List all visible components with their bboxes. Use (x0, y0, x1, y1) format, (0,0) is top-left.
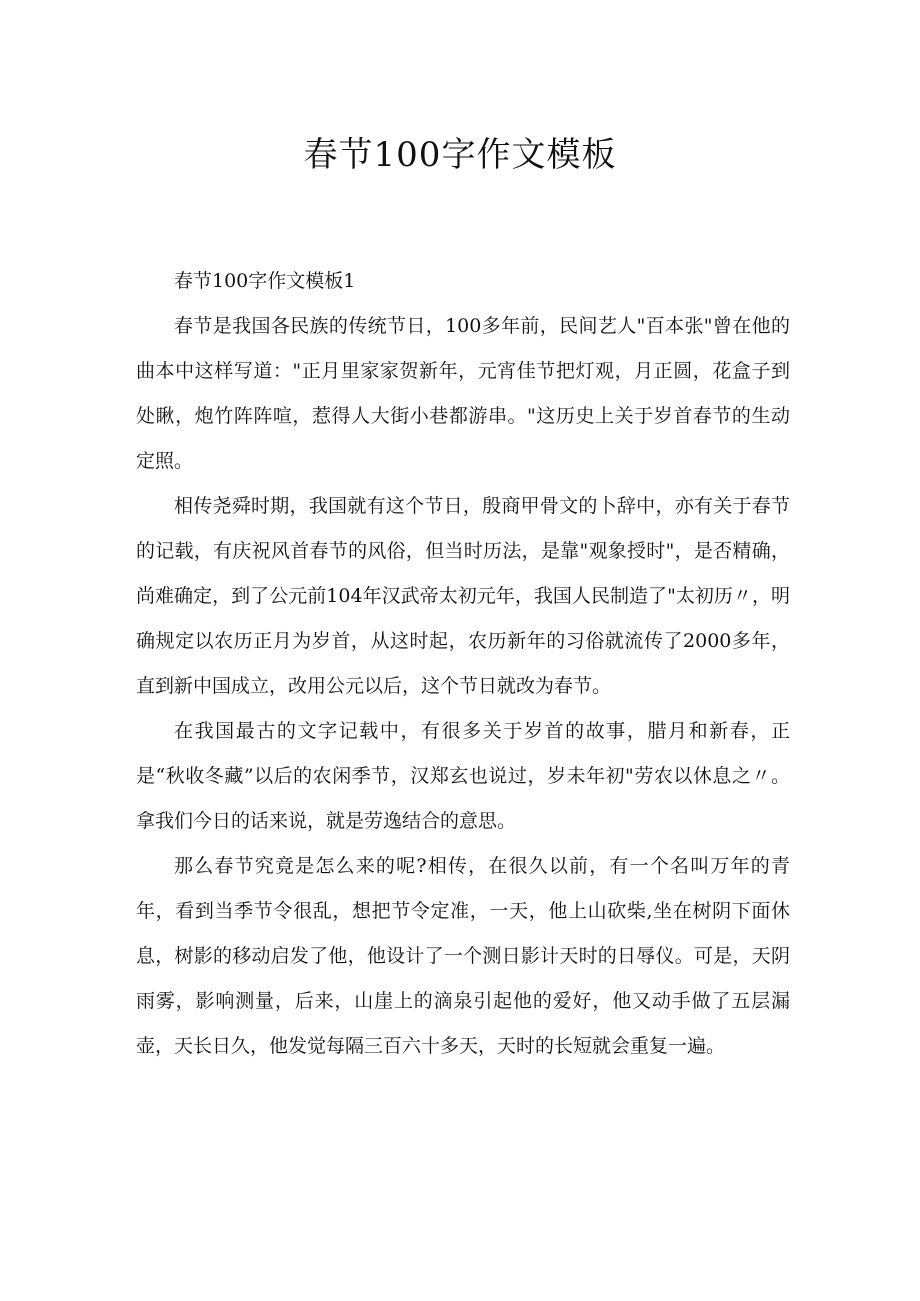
paragraph-1: 春节是我国各民族的传统节日，100多年前，民间艺人"百本张"曾在他的曲本中这样写道："正月里家家贺新年，元宵佳节把灯观，月正圆，花盒子到处瞅，炮竹阵阵喧，惹得人大街小巷都游串。"这历史上关于岁首春节的生动定照。 (136, 315, 790, 472)
paragraph-4: 那么春节究竟是怎么来的呢?相传，在很久以前，有一个名叫万年的青年，看到当季节令很乱，想把节令定准，一天，他上山砍柴,坐在树阴下面休息，树影的移动启发了他，他设计了一个测日影计天时的日辱仪。可是，天阴雨雾，影响测量，后来，山崖上的滴泉引起他的爱好，他又动手做了五层漏壶，天长日久，他发觉每隔三百六十多天，天时的长短就会重复一遍。 (136, 855, 790, 1057)
paragraph-2: 相传尧舜时期，我国就有这个节日，殷商甲骨文的卜辞中，亦有关于春节的记载，有庆祝风首春节的风俗，但当时历法，是靠"观象授时"，是否精确，尚难确定，到了公元前104年汉武帝太初元年，我国人民制造了"太初历〃，明确规定以农历正月为岁首，从这时起，农历新年的习俗就流传了2000多年，直到新中国成立，改用公元以后，这个节日就改为春节。 (136, 495, 790, 697)
section-heading: 春节100字作文模板1 (174, 270, 356, 292)
document-title: 春节100字作文模板 (303, 135, 617, 175)
paragraph-3: 在我国最古的文字记载中，有很多关于岁首的故事，腊月和新春，正是“秋收冬藏”以后的农闲季节，汉郑玄也说过，岁未年初"劳农以休息之〃。拿我们今日的话来说，就是劳逸结合的意思。 (136, 720, 790, 832)
document-body (136, 259, 790, 1069)
